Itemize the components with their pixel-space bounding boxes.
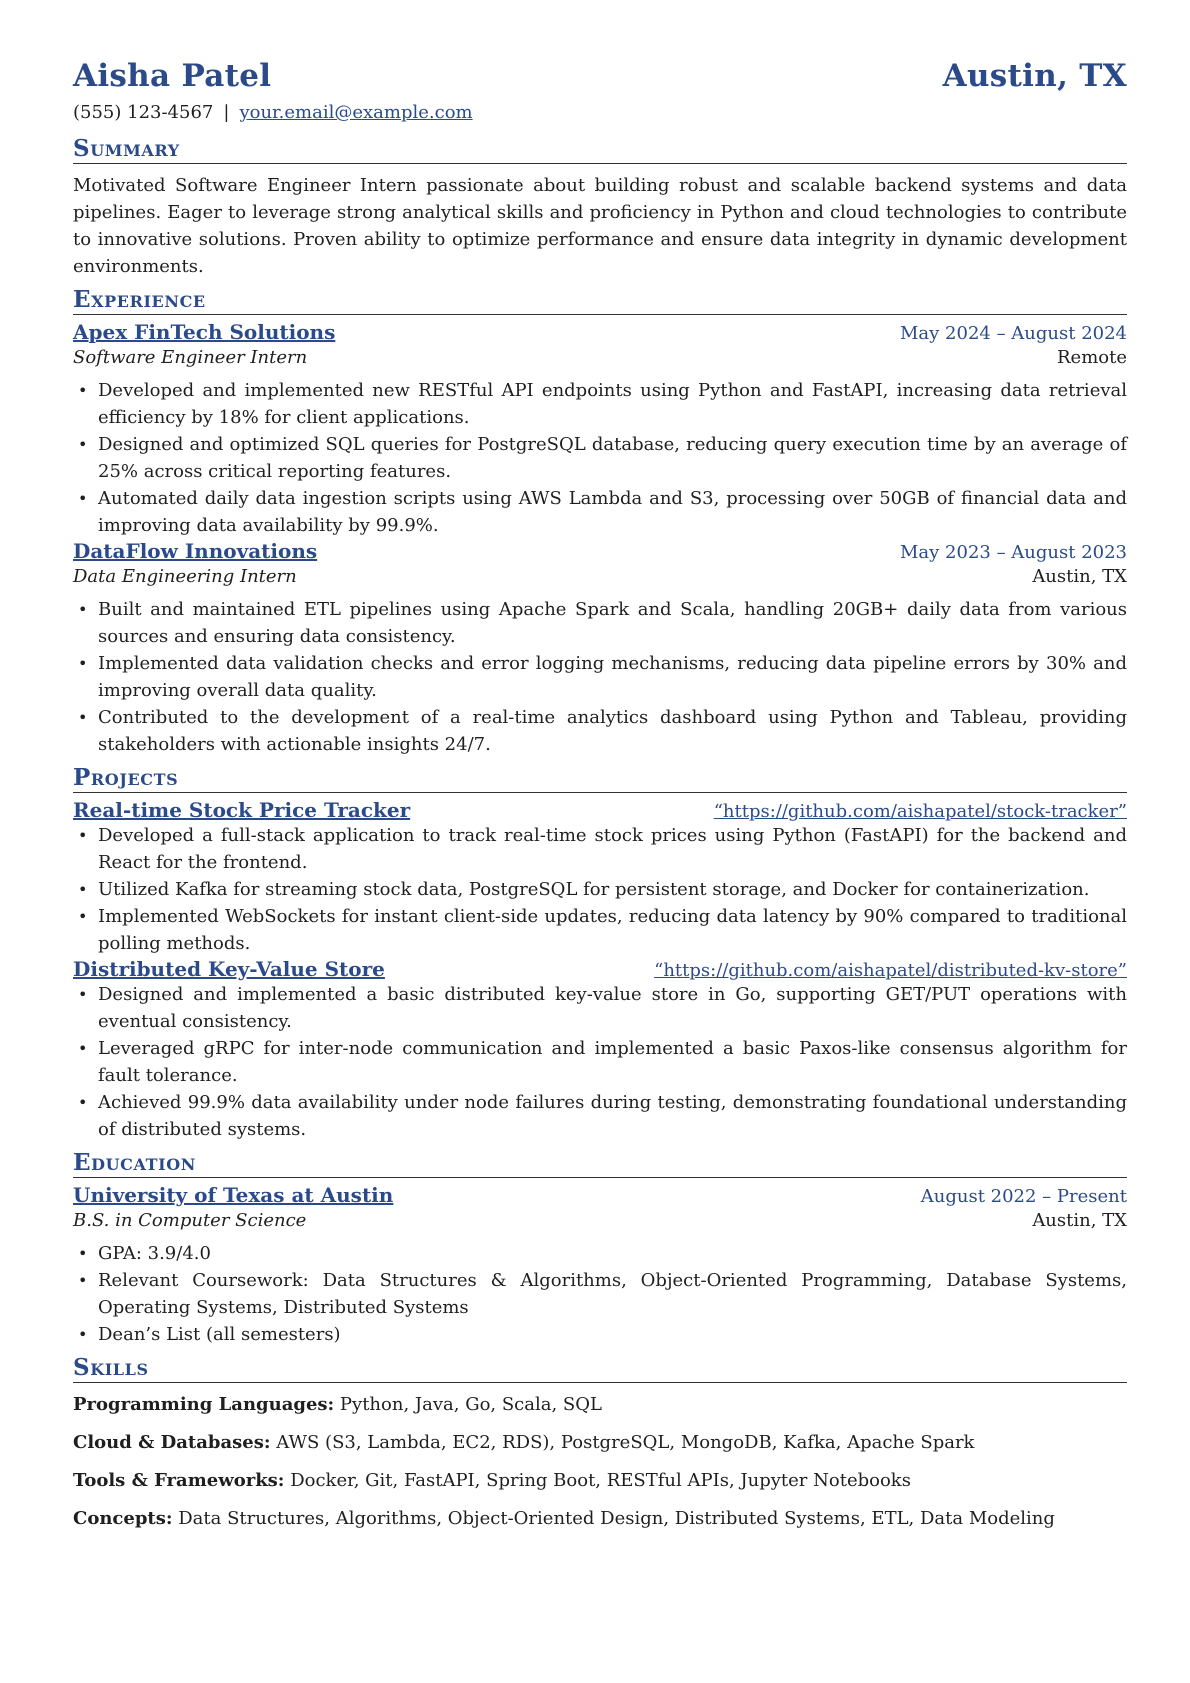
- entry-header: [73, 539, 1127, 563]
- list-item: • Designed and implemented a basic distributed key-value store in Go, supporting GET/PUT operations with eventual consistency.: [73, 981, 1127, 1035]
- list-item: • Developed and implemented new RESTful API endpoints using Python and FastAPI, increasing data retrieval efficiency by 18% for client applications.: [73, 377, 1127, 431]
- projects-section: [73, 764, 1127, 1143]
- entry-subheader: [73, 1210, 1127, 1231]
- entry-subheader: [73, 347, 1127, 368]
- entry-dates: May 2023 – August 2023: [899, 542, 1127, 563]
- list-item: • Dean’s List (all semesters): [73, 1321, 1127, 1348]
- entry-bullets: [73, 596, 1127, 758]
- education-section: [73, 1149, 1127, 1348]
- company-link[interactable]: Apex FinTech Solutions: [73, 320, 336, 344]
- entry-dates: May 2024 – August 2024: [899, 323, 1127, 344]
- entry-header: [73, 1183, 1127, 1207]
- skill-label: Tools & Frameworks:: [73, 1470, 285, 1491]
- summary-section: [73, 135, 1127, 280]
- entry-bullets: [73, 822, 1127, 957]
- list-item: • Achieved 99.9% data availability under node failures during testing, demonstrating foundational understanding of distributed systems.: [73, 1089, 1127, 1143]
- section-title-projects: Projects: [73, 764, 1127, 793]
- entry-dates: August 2022 – Present: [920, 1186, 1127, 1207]
- section-title-summary: Summary: [73, 135, 1127, 164]
- entry-header: [73, 320, 1127, 344]
- list-item: • Developed a full-stack application to track real-time stock prices using Python (FastAPI) for the backend and React for the frontend.: [73, 822, 1127, 876]
- skill-value: Data Structures, Algorithms, Object-Oriented Design, Distributed Systems, ETL, Data Modeling: [178, 1508, 1055, 1529]
- skill-line: [73, 1500, 1127, 1538]
- degree: B.S. in Computer Science: [73, 1210, 307, 1231]
- summary-text: Motivated Software Engineer Intern passionate about building robust and scalable backend systems and data pipelines. Eager to leverage strong analytical skills and proficiency in Python and cloud technologies to contribute to innovative solutions. Proven ability to optimize performance and ensure data integrity in dynamic development environments.: [73, 175, 1127, 277]
- list-item: • Built and maintained ETL pipelines using Apache Spark and Scala, handling 20GB+ daily data from various sources and ensuring data consistency.: [73, 596, 1127, 650]
- experience-entry: [73, 320, 1127, 539]
- candidate-location: Austin, TX: [942, 58, 1127, 94]
- project-url-link[interactable]: “https://github.com/aishapatel/distributed-kv-store”: [654, 960, 1127, 981]
- list-item: • Designed and optimized SQL queries for PostgreSQL database, reducing query execution time by an average of 25% across critical reporting features.: [73, 431, 1127, 485]
- skill-value: Docker, Git, FastAPI, Spring Boot, RESTful APIs, Jupyter Notebooks: [290, 1470, 911, 1491]
- section-title-education: Education: [73, 1149, 1127, 1178]
- skill-line: [73, 1386, 1127, 1424]
- entry-subheader: [73, 566, 1127, 587]
- skill-line: [73, 1424, 1127, 1462]
- project-entry: [73, 957, 1127, 1143]
- candidate-name: Aisha Patel: [73, 58, 272, 94]
- list-item: • Automated daily data ingestion scripts using AWS Lambda and S3, processing over 50GB of financial data and improving data availability by 99.9%.: [73, 485, 1127, 539]
- section-title-skills: Skills: [73, 1354, 1127, 1383]
- entry-location: Austin, TX: [1032, 1210, 1127, 1231]
- entry-header: [73, 957, 1127, 981]
- entry-header: [73, 798, 1127, 822]
- section-title-experience: Experience: [73, 286, 1127, 315]
- list-item: • Relevant Coursework: Data Structures & Algorithms, Object-Oriented Programming, Database Systems, Operating Systems, Distributed Systems: [73, 1267, 1127, 1321]
- list-item: • Utilized Kafka for streaming stock data, PostgreSQL for persistent storage, and Docker for containerization.: [73, 876, 1127, 903]
- skills-list: [73, 1386, 1127, 1538]
- experience-entry: [73, 539, 1127, 758]
- job-role: Data Engineering Intern: [73, 566, 297, 587]
- education-entry: [73, 1183, 1127, 1348]
- skill-label: Concepts:: [73, 1508, 173, 1529]
- phone-number: (555) 123-4567: [73, 102, 214, 123]
- entry-location: Remote: [1057, 347, 1127, 368]
- resume-header: [73, 58, 1127, 94]
- project-title-link[interactable]: Real-time Stock Price Tracker: [73, 798, 411, 822]
- list-item: • Leveraged gRPC for inter-node communication and implemented a basic Paxos-like consensus algorithm for fault tolerance.: [73, 1035, 1127, 1089]
- skill-label: Programming Languages:: [73, 1394, 335, 1415]
- skill-value: AWS (S3, Lambda, EC2, RDS), PostgreSQL, MongoDB, Kafka, Apache Spark: [276, 1432, 975, 1453]
- list-item: • Contributed to the development of a real-time analytics dashboard using Python and Tableau, providing stakeholders with actionable insights 24/7.: [73, 704, 1127, 758]
- resume-page: [73, 58, 1127, 1538]
- company-link[interactable]: DataFlow Innovations: [73, 539, 318, 563]
- skill-label: Cloud & Databases:: [73, 1432, 271, 1453]
- entry-location: Austin, TX: [1032, 566, 1127, 587]
- list-item: • GPA: 3.9/4.0: [73, 1240, 1127, 1267]
- school-link[interactable]: University of Texas at Austin: [73, 1183, 394, 1207]
- experience-section: [73, 286, 1127, 758]
- skills-section: [73, 1354, 1127, 1538]
- entry-bullets: [73, 1240, 1127, 1348]
- skill-value: Python, Java, Go, Scala, SQL: [339, 1394, 602, 1415]
- entry-bullets: [73, 981, 1127, 1143]
- job-role: Software Engineer Intern: [73, 347, 308, 368]
- entry-bullets: [73, 377, 1127, 539]
- contact-line: [73, 102, 1127, 123]
- list-item: • Implemented WebSockets for instant client-side updates, reducing data latency by 90% compared to traditional polling methods.: [73, 903, 1127, 957]
- contact-separator: |: [223, 102, 230, 123]
- list-item: • Implemented data validation checks and error logging mechanisms, reducing data pipeline errors by 30% and improving overall data quality.: [73, 650, 1127, 704]
- project-title-link[interactable]: Distributed Key-Value Store: [73, 957, 385, 981]
- project-url-link[interactable]: “https://github.com/aishapatel/stock-tracker”: [713, 801, 1127, 822]
- email-link[interactable]: your.email@example.com: [239, 102, 473, 123]
- project-entry: [73, 798, 1127, 957]
- skill-line: [73, 1462, 1127, 1500]
